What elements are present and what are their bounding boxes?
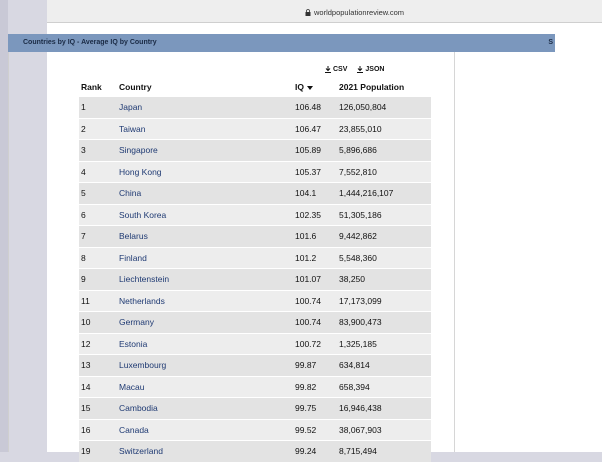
desktop-edge [0, 0, 8, 452]
table-row [79, 183, 431, 205]
rank-cell: 6 [79, 204, 117, 226]
population-cell: 17,173,099 [337, 290, 431, 312]
country-link[interactable]: Germany [119, 317, 154, 328]
country-link[interactable]: South Korea [119, 209, 167, 220]
population-cell: 5,896,686 [337, 140, 431, 162]
iq-column-header[interactable] [293, 78, 337, 97]
country-link[interactable]: Luxembourg [119, 360, 167, 371]
population-cell: 5,548,360 [337, 247, 431, 269]
rank-cell: 16 [79, 419, 117, 441]
country-link[interactable]: Cambodia [119, 403, 158, 414]
iq-cell: 99.52 [293, 419, 337, 441]
iq-cell: 99.82 [293, 376, 337, 398]
country-cell [117, 419, 293, 441]
population-cell: 9,442,862 [337, 226, 431, 248]
country-cell [117, 97, 293, 119]
population-cell: 51,305,186 [337, 204, 431, 226]
download-links [325, 66, 384, 73]
rank-cell: 19 [79, 441, 117, 462]
country-cell [117, 118, 293, 140]
iq-cell: 101.6 [293, 226, 337, 248]
country-link[interactable]: Liechtenstein [119, 274, 170, 285]
country-cell [117, 269, 293, 291]
json-label: JSON [365, 66, 385, 73]
download-icon [357, 66, 363, 73]
iq-cell: 99.87 [293, 355, 337, 377]
rank-cell: 12 [79, 333, 117, 355]
population-cell: 1,325,185 [337, 333, 431, 355]
population-cell: 38,250 [337, 269, 431, 291]
country-cell [117, 312, 293, 334]
rank-cell: 9 [79, 269, 117, 291]
header-edge-text: S [548, 39, 553, 46]
iq-cell: 100.74 [293, 312, 337, 334]
population-cell: 7,552,810 [337, 161, 431, 183]
country-link[interactable]: Finland [119, 252, 147, 263]
iq-cell: 105.89 [293, 140, 337, 162]
rank-cell: 15 [79, 398, 117, 420]
csv-download-link[interactable] [325, 66, 347, 73]
table-row [79, 290, 431, 312]
iq-cell: 99.24 [293, 441, 337, 462]
country-link[interactable]: Switzerland [119, 446, 163, 457]
population-cell: 83,900,473 [337, 312, 431, 334]
rank-cell: 13 [79, 355, 117, 377]
population-cell: 23,855,010 [337, 118, 431, 140]
country-cell [117, 398, 293, 420]
iq-cell: 101.2 [293, 247, 337, 269]
country-link[interactable]: Japan [119, 102, 143, 113]
rank-cell: 1 [79, 97, 117, 119]
table-row [79, 269, 431, 291]
country-link[interactable]: China [119, 188, 142, 199]
rank-cell: 10 [79, 312, 117, 334]
country-cell [117, 226, 293, 248]
table-row [79, 204, 431, 226]
population-cell: 658,394 [337, 376, 431, 398]
country-link[interactable]: Macau [119, 381, 145, 392]
iq-cell: 105.37 [293, 161, 337, 183]
country-cell [117, 183, 293, 205]
csv-label: CSV [333, 66, 348, 73]
table-row [79, 312, 431, 334]
url-text: worldpopulationreview.com [314, 8, 405, 17]
country-link[interactable]: Hong Kong [119, 166, 162, 177]
page-header [8, 34, 555, 52]
table-row [79, 355, 431, 377]
population-cell: 16,946,438 [337, 398, 431, 420]
iq-header-label: IQ [295, 82, 304, 92]
table-row [79, 398, 431, 420]
table-header-row [79, 78, 431, 97]
country-link[interactable]: Taiwan [119, 123, 146, 134]
rank-cell: 14 [79, 376, 117, 398]
table-row [79, 441, 431, 462]
country-cell [117, 161, 293, 183]
url-display[interactable] [305, 8, 404, 17]
rank-cell: 7 [79, 226, 117, 248]
rank-column-header[interactable]: Rank [81, 82, 102, 92]
country-cell [117, 290, 293, 312]
download-icon [325, 66, 331, 73]
population-cell: 126,050,804 [337, 97, 431, 119]
iq-cell: 99.75 [293, 398, 337, 420]
country-link[interactable]: Singapore [119, 145, 158, 156]
table-row [79, 161, 431, 183]
caret-down-icon [307, 86, 313, 90]
country-cell [117, 376, 293, 398]
table-row [79, 118, 431, 140]
population-cell: 634,814 [337, 355, 431, 377]
iq-cell: 102.35 [293, 204, 337, 226]
column-divider [454, 52, 455, 452]
country-cell [117, 333, 293, 355]
population-cell: 8,715,494 [337, 441, 431, 462]
iq-cell: 106.48 [293, 97, 337, 119]
country-column-header[interactable]: Country [119, 82, 152, 92]
rank-cell: 4 [79, 161, 117, 183]
table-row [79, 140, 431, 162]
lock-icon [305, 9, 311, 16]
iq-table [79, 78, 431, 462]
table-row [79, 419, 431, 441]
table-row [79, 226, 431, 248]
iq-cell: 106.47 [293, 118, 337, 140]
table-body [79, 97, 431, 462]
address-bar[interactable] [47, 0, 602, 23]
rank-cell: 2 [79, 118, 117, 140]
iq-cell: 101.07 [293, 269, 337, 291]
country-link[interactable]: Canada [119, 424, 149, 435]
country-cell [117, 140, 293, 162]
table-row [79, 376, 431, 398]
page-title: Countries by IQ - Average IQ by Country [23, 39, 157, 46]
country-cell [117, 204, 293, 226]
table-row [79, 97, 431, 119]
rank-cell: 11 [79, 290, 117, 312]
population-cell: 38,067,903 [337, 419, 431, 441]
country-cell [117, 355, 293, 377]
country-link[interactable]: Belarus [119, 231, 148, 242]
country-cell [117, 441, 293, 462]
country-link[interactable]: Netherlands [119, 295, 165, 306]
population-cell: 1,444,216,107 [337, 183, 431, 205]
json-download-link[interactable] [357, 66, 384, 73]
country-cell [117, 247, 293, 269]
table-row [79, 247, 431, 269]
rank-cell: 3 [79, 140, 117, 162]
iq-cell: 100.74 [293, 290, 337, 312]
table-row [79, 333, 431, 355]
rank-cell: 5 [79, 183, 117, 205]
country-link[interactable]: Estonia [119, 338, 148, 349]
rank-cell: 8 [79, 247, 117, 269]
population-column-header[interactable]: 2021 Population [339, 82, 405, 92]
iq-cell: 104.1 [293, 183, 337, 205]
iq-cell: 100.72 [293, 333, 337, 355]
